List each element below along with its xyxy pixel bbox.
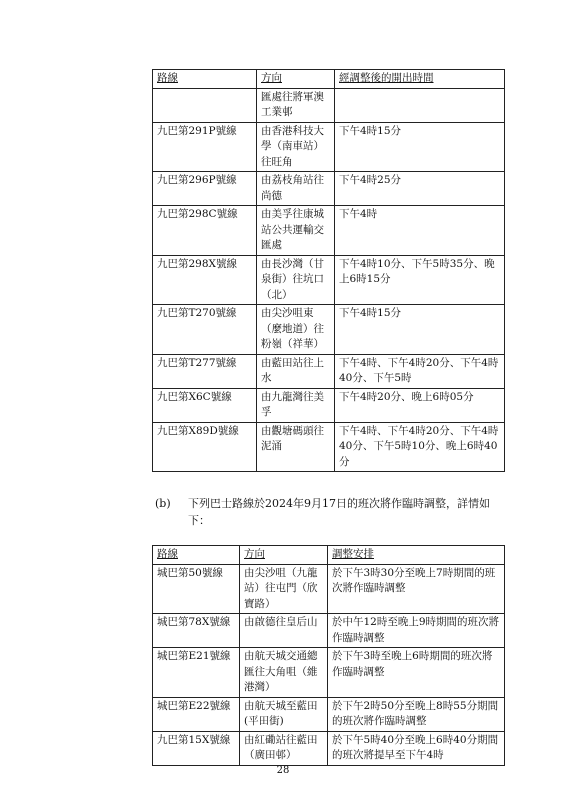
route-cell: 九巴第X89D號線	[153, 422, 257, 472]
direction-cell: 由長沙灣（甘泉街）往坑口（北）	[257, 255, 335, 305]
table-header-row	[153, 70, 505, 89]
direction-cell: 由尖沙咀（九龍站）往屯門（欣寶路）	[240, 564, 328, 614]
route-cell: 九巴第298C號線	[153, 206, 257, 256]
header-route: 路線	[153, 546, 240, 565]
route-cell: 九巴第T277號線	[153, 354, 257, 388]
time-cell: 下午4時、下午4時20分、下午4時40分、下午5時10分、晚上6時40分	[335, 422, 505, 472]
table-header-row	[153, 546, 505, 565]
direction-cell: 由九龍灣往美孚	[257, 388, 335, 422]
route-cell: 九巴第T270號線	[153, 305, 257, 355]
direction-cell: 由荔枝角站往尚德	[257, 172, 335, 206]
time-cell: 下午4時20分、晚上6時05分	[335, 388, 505, 422]
route-cell: 城巴第78X號線	[153, 614, 240, 648]
note-text: 下列巴士路線於2024年9月17日的班次將作臨時調整，詳情如下：	[188, 497, 490, 527]
direction-cell: 由美孚往康城站公共運輸交匯處	[257, 206, 335, 256]
direction-cell: 由航天城至藍田(平田街)	[240, 697, 328, 731]
arrangement-cell: 於中午12時至晚上9時期間的班次將作臨時調整	[328, 614, 505, 648]
time-cell: 下午4時	[335, 206, 505, 256]
header-direction: 方向	[257, 70, 335, 89]
table-row	[153, 172, 505, 206]
route-cell: 城巴第E22號線	[153, 697, 240, 731]
direction-cell: 由觀塘碼頭往泥涌	[257, 422, 335, 472]
table-row	[153, 731, 505, 765]
table-row	[153, 305, 505, 355]
route-cell	[153, 88, 257, 122]
route-cell: 城巴第E21號線	[153, 648, 240, 698]
table-row	[153, 422, 505, 472]
time-cell: 下午4時15分	[335, 122, 505, 172]
time-cell: 下午4時、下午4時20分、下午4時40分、下午5時	[335, 354, 505, 388]
table-row	[153, 354, 505, 388]
arrangement-cell: 於下午3時至晚上6時期間的班次將作臨時調整	[328, 648, 505, 698]
route-cell: 九巴第298X號線	[153, 255, 257, 305]
table-row	[153, 697, 505, 731]
page-number: 28	[276, 765, 290, 776]
time-cell: 下午4時25分	[335, 172, 505, 206]
arrangement-cell: 於下午5時40分至晚上6時40分期間的班次將提早至下午4時	[328, 731, 505, 765]
route-adjustment-table	[152, 545, 505, 766]
direction-cell: 由藍田站往上水	[257, 354, 335, 388]
direction-cell: 由香港科技大學（南車站）往旺角	[257, 122, 335, 172]
direction-cell: 由尖沙咀東（麼地道）往粉嶺（祥華）	[257, 305, 335, 355]
table-row	[153, 388, 505, 422]
route-cell: 城巴第50號線	[153, 564, 240, 614]
note-label: (b)	[155, 497, 171, 510]
header-route: 路線	[153, 70, 257, 89]
route-cell: 九巴第X6C號線	[153, 388, 257, 422]
route-timing-table	[152, 69, 505, 472]
table-row	[153, 255, 505, 305]
arrangement-cell: 於下午2時50分至晚上8時55分期間的班次將作臨時調整	[328, 697, 505, 731]
route-cell: 九巴第291P號線	[153, 122, 257, 172]
table-row	[153, 648, 505, 698]
direction-cell: 由紅磡站往藍田（廣田邨）	[240, 731, 328, 765]
header-arrangement: 調整安排	[328, 546, 505, 565]
header-departure-time: 經調整後的開出時間	[335, 70, 505, 89]
route-cell: 九巴第296P號線	[153, 172, 257, 206]
direction-cell: 由啟德往皇后山	[240, 614, 328, 648]
direction-cell: 匯處往將軍澳工業邨	[257, 88, 335, 122]
time-cell	[335, 88, 505, 122]
table-row	[153, 206, 505, 256]
header-direction: 方向	[240, 546, 328, 565]
arrangement-cell: 於下午3時30分至晚上7時期間的班次將作臨時調整	[328, 564, 505, 614]
time-cell: 下午4時10分、下午5時35分、晚上6時15分	[335, 255, 505, 305]
table-row	[153, 614, 505, 648]
table-row	[153, 122, 505, 172]
table-row	[153, 564, 505, 614]
route-cell: 九巴第15X號線	[153, 731, 240, 765]
table-row	[153, 88, 505, 122]
direction-cell: 由航天城交通總匯往大角咀（維港灣）	[240, 648, 328, 698]
time-cell: 下午4時15分	[335, 305, 505, 355]
